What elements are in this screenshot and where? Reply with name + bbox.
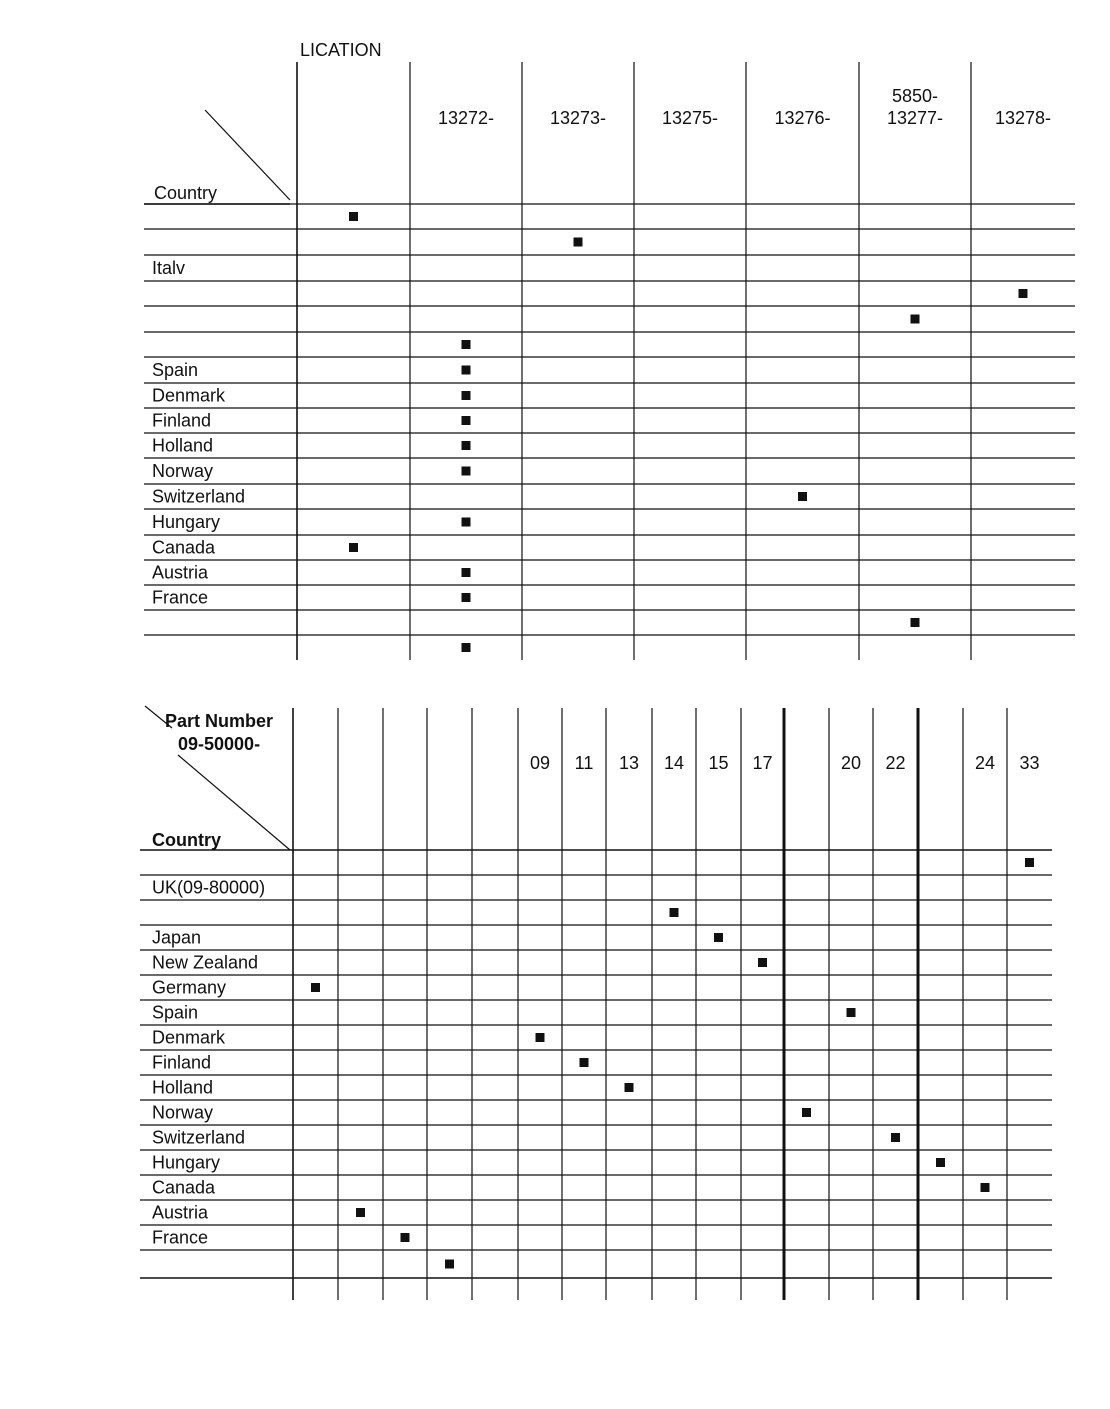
table1-row-country: France bbox=[152, 587, 209, 608]
table1-column-header: 13278- bbox=[994, 108, 1052, 128]
table1-column-header: 13275- bbox=[661, 108, 719, 128]
table2-row-country: France bbox=[152, 1227, 209, 1248]
table1-column-header: 13272- bbox=[437, 108, 495, 128]
table1-compatibility-mark bbox=[462, 441, 471, 450]
table1-compatibility-mark bbox=[911, 315, 920, 324]
table2-row-country: Japan bbox=[152, 927, 202, 948]
table2-compatibility-mark bbox=[758, 958, 767, 967]
table2-compatibility-mark bbox=[891, 1133, 900, 1142]
table1-body bbox=[349, 212, 1028, 652]
table2-compatibility-mark bbox=[356, 1208, 365, 1217]
table2-part-number-label: Part Number bbox=[165, 711, 274, 731]
table1-compatibility-mark bbox=[349, 212, 358, 221]
table2-corner-label: Country bbox=[152, 830, 221, 850]
table1-compatibility-mark bbox=[462, 593, 471, 602]
table2-compatibility-mark bbox=[311, 983, 320, 992]
table2-row-country: Spain bbox=[152, 1002, 199, 1023]
table2-row-country: Finland bbox=[152, 1052, 212, 1073]
table2-row-country: UK(09-80000) bbox=[152, 877, 266, 898]
table1-row-country: Austria bbox=[152, 562, 209, 583]
table2-compatibility-mark bbox=[981, 1183, 990, 1192]
table2-column-header: 22 bbox=[885, 753, 906, 773]
table2-column-header: 15 bbox=[708, 753, 729, 773]
table2-column-header: 09 bbox=[529, 753, 551, 773]
table2-row-country: Holland bbox=[152, 1077, 214, 1098]
table1-compatibility-mark bbox=[462, 366, 471, 375]
table2-compatibility-mark bbox=[625, 1083, 634, 1092]
table1-compatibility-mark bbox=[1019, 289, 1028, 298]
table2-compatibility-mark bbox=[536, 1033, 545, 1042]
table2-column-header: 14 bbox=[663, 753, 685, 773]
table2-column-header: 33 bbox=[1019, 753, 1040, 773]
table1-compatibility-mark bbox=[574, 238, 583, 247]
table2-column-header: 20 bbox=[840, 753, 862, 773]
table2-compatibility-mark bbox=[580, 1058, 589, 1067]
table2-compatibility-mark bbox=[401, 1233, 410, 1242]
table2-compatibility-mark bbox=[936, 1158, 945, 1167]
table2-row-country: Switzerland bbox=[152, 1127, 246, 1148]
table1-heading: LICATION bbox=[300, 40, 382, 60]
table1-compatibility-mark bbox=[462, 643, 471, 652]
table2-row-country: Hungary bbox=[152, 1152, 221, 1173]
table2-text bbox=[152, 711, 1040, 1248]
table1-compatibility-mark bbox=[462, 467, 471, 476]
table1-column-header-top: 5850- bbox=[891, 86, 939, 106]
table1-compatibility-mark bbox=[462, 518, 471, 527]
table1-column-header: 13277- bbox=[886, 108, 944, 128]
table2-row-country: Germany bbox=[152, 977, 227, 998]
table2-row-country: Canada bbox=[152, 1177, 216, 1198]
table2-row-country: New Zealand bbox=[152, 952, 259, 973]
table2-compatibility-mark bbox=[847, 1008, 856, 1017]
table2-row-country: Austria bbox=[152, 1202, 209, 1223]
table2-compatibility-mark bbox=[802, 1108, 811, 1117]
table2-row-country: Denmark bbox=[152, 1027, 226, 1048]
table2-body bbox=[311, 858, 1034, 1269]
table2-column-header: 13 bbox=[618, 753, 640, 773]
table1-compatibility-mark bbox=[462, 568, 471, 577]
table2-column-header: 17 bbox=[752, 753, 773, 773]
table1-corner-label: Country bbox=[154, 183, 218, 203]
table2-part-prefix: 09-50000- bbox=[178, 734, 261, 754]
table2-compatibility-mark bbox=[445, 1260, 454, 1269]
table1-compatibility-mark bbox=[798, 492, 807, 501]
table1-compatibility-mark bbox=[911, 618, 920, 627]
table1-text bbox=[152, 40, 1051, 608]
table1-compatibility-mark bbox=[462, 391, 471, 400]
table1-row-country: Italv bbox=[152, 258, 186, 278]
table1-row-country: Switzerland bbox=[152, 486, 246, 507]
table1-row-country: Canada bbox=[152, 537, 216, 558]
table2-compatibility-mark bbox=[670, 908, 679, 917]
table1-column-header: 13273- bbox=[549, 108, 607, 128]
table2-compatibility-mark bbox=[714, 933, 723, 942]
table2-column-header: 11 bbox=[574, 753, 594, 773]
table1-row-country: Finland bbox=[152, 410, 212, 431]
table2-compatibility-mark bbox=[1025, 858, 1034, 867]
table1-compatibility-mark bbox=[349, 543, 358, 552]
table1-corner-diagonal bbox=[205, 110, 290, 200]
table2-row-country: Norway bbox=[152, 1102, 214, 1123]
table1-row-country: Hungary bbox=[152, 512, 221, 532]
table1-grid bbox=[144, 62, 1075, 660]
table1-row-country: Norway bbox=[152, 461, 214, 481]
table2-grid bbox=[140, 706, 1052, 1300]
table1-row-country: Spain bbox=[152, 360, 199, 380]
table1-row-country: Holland bbox=[152, 435, 214, 456]
table1-row-country: Denmark bbox=[152, 385, 226, 406]
table1-compatibility-mark bbox=[462, 340, 471, 349]
table2-column-header: 24 bbox=[974, 753, 996, 773]
table1-compatibility-mark bbox=[462, 416, 471, 425]
table1-column-header: 13276- bbox=[774, 108, 831, 128]
